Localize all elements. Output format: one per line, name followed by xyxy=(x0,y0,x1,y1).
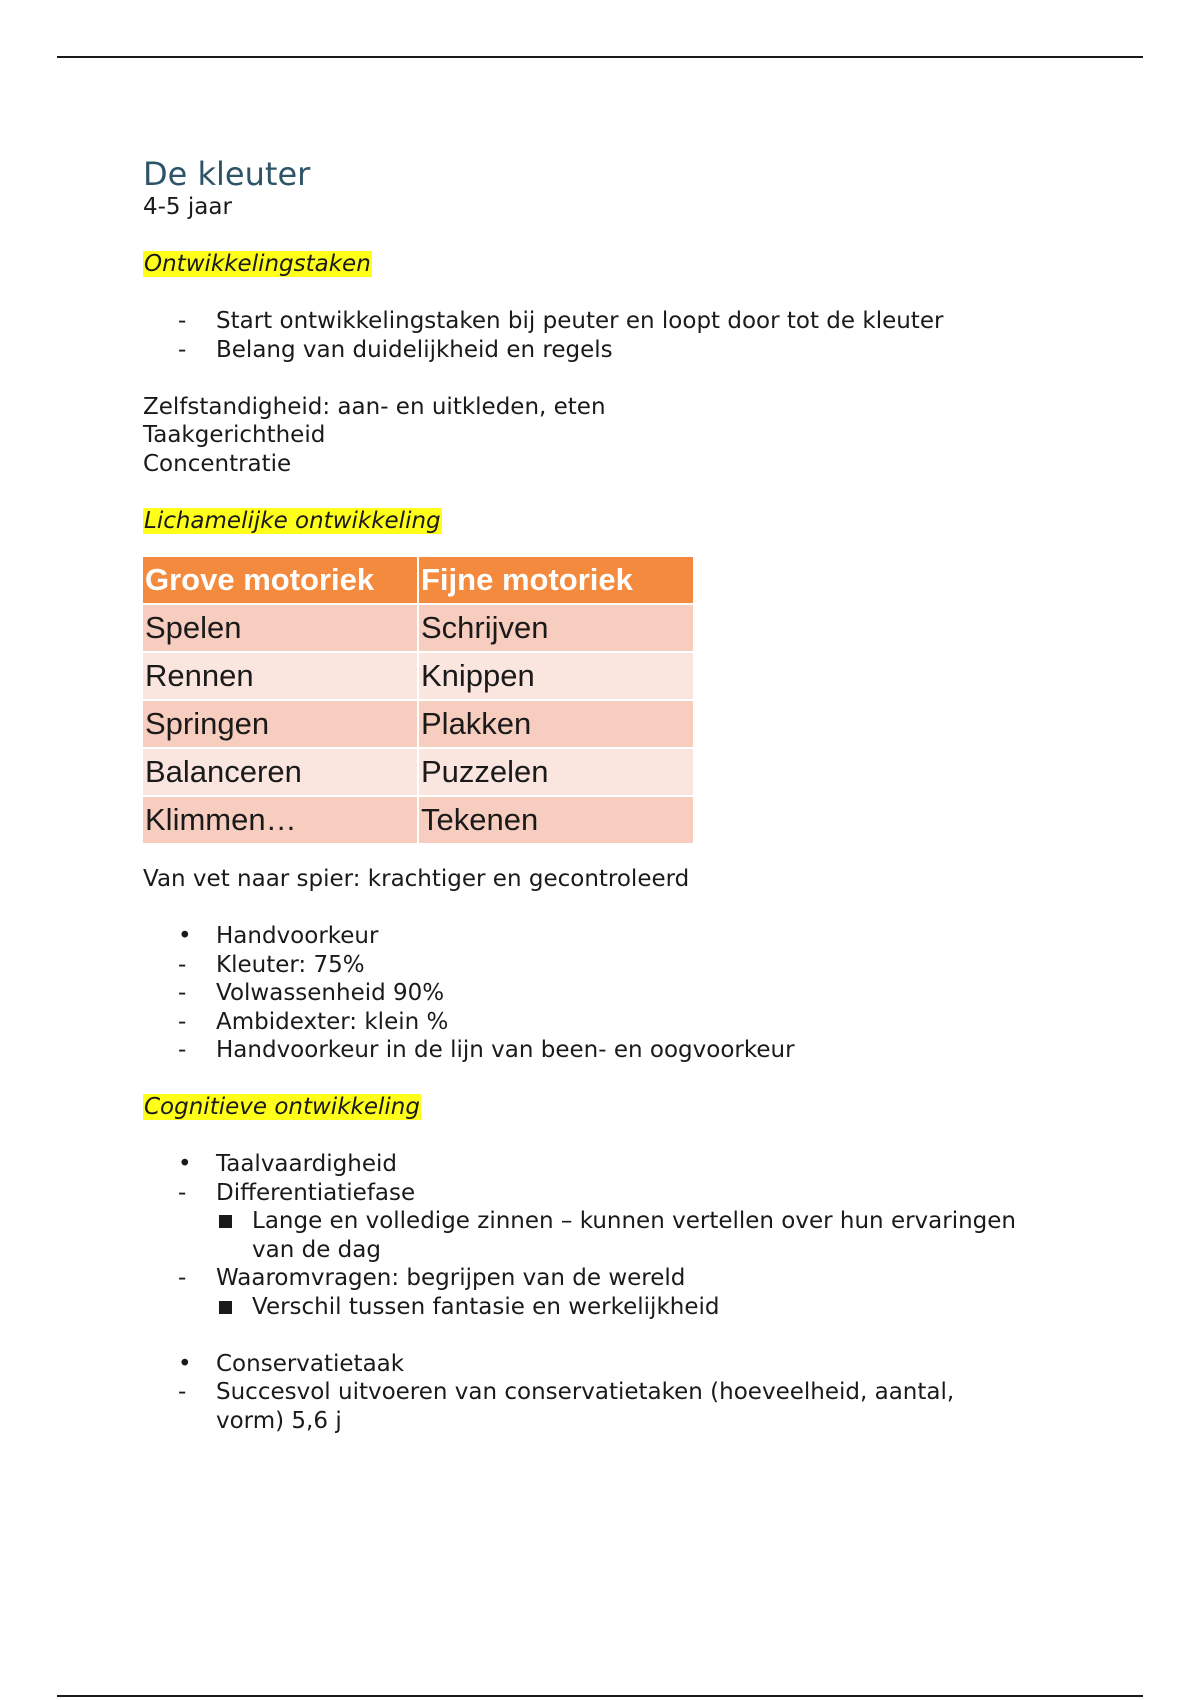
list-item: • Taalvaardigheid xyxy=(178,1151,397,1177)
list-cognitief xyxy=(143,1150,1073,1321)
table-cell: Puzzelen xyxy=(419,749,693,795)
square-bullet-icon xyxy=(219,1301,232,1314)
subtitle: 4-5 jaar xyxy=(143,194,232,220)
list-handvoorkeur xyxy=(143,922,1073,1065)
table-row xyxy=(143,797,693,843)
list-item: Lange en volledige zinnen – kunnen vertellen over hun ervaringen xyxy=(143,1207,1073,1236)
table-row xyxy=(143,701,693,747)
table-cell: Plakken xyxy=(419,701,693,747)
heading-ontwikkelingstaken: Ontwikkelingstaken xyxy=(144,251,371,277)
table-row xyxy=(143,605,693,651)
list-item: - Volwassenheid 90% xyxy=(178,980,445,1006)
table-cell: Knippen xyxy=(419,653,693,699)
list-item: - Succesvol uitvoeren van conservatietaken (hoeveelheid, aantal, xyxy=(178,1379,955,1405)
heading-cognitief: Cognitieve ontwikkeling xyxy=(144,1094,420,1120)
square-bullet-icon xyxy=(219,1215,232,1228)
table-cell: Spelen xyxy=(143,605,417,651)
page-content xyxy=(143,155,1073,1435)
text-line: Zelfstandigheid: aan- en uitkleden, eten xyxy=(143,393,606,420)
list-item: - Differentiatiefase xyxy=(178,1179,416,1206)
table-cell: Schrijven xyxy=(419,605,693,651)
list-item: - Belang van duidelijkheid en regels xyxy=(178,336,613,363)
footer-rule xyxy=(57,1695,1143,1697)
header-rule xyxy=(57,56,1143,58)
table-cell: Balanceren xyxy=(143,749,417,795)
list-item: - Waaromvragen: begrijpen van de wereld xyxy=(178,1265,686,1291)
table-header-row xyxy=(143,557,693,603)
heading-lichamelijk: Lichamelijke ontwikkeling xyxy=(144,507,441,534)
list-conservatie xyxy=(143,1350,1073,1436)
page-title: De kleuter xyxy=(143,155,311,193)
table-header: Fijne motoriek xyxy=(419,557,693,603)
list-item: - Start ontwikkelingstaken bij peuter en loopt door tot de kleuter xyxy=(178,308,944,334)
table-cell: Klimmen… xyxy=(143,797,417,843)
list-item: • Handvoorkeur xyxy=(178,923,379,949)
list-item-continuation: vorm) 5,6 j xyxy=(216,1407,342,1434)
list-ontwikkelingstaken xyxy=(143,307,1073,364)
table-row xyxy=(143,653,693,699)
table-cell: Rennen xyxy=(143,653,417,699)
table-row xyxy=(143,749,693,795)
list-item-continuation: van de dag xyxy=(252,1236,381,1263)
text-line: Van vet naar spier: krachtiger en gecontroleerd xyxy=(143,866,690,892)
list-item: • Conservatietaak xyxy=(178,1350,405,1377)
list-item: - Ambidexter: klein % xyxy=(178,1008,449,1035)
text-line: Taakgerichtheid xyxy=(143,422,326,448)
motoriek-table xyxy=(141,555,695,845)
table-header: Grove motoriek xyxy=(143,557,417,603)
table-cell: Tekenen xyxy=(419,797,693,843)
list-item: - Handvoorkeur in de lijn van been- en oogvoorkeur xyxy=(178,1037,795,1063)
text-line: Concentratie xyxy=(143,450,292,477)
list-item: Verschil tussen fantasie en werkelijkheid xyxy=(143,1293,1073,1322)
list-item: - Kleuter: 75% xyxy=(178,951,365,978)
table-cell: Springen xyxy=(143,701,417,747)
